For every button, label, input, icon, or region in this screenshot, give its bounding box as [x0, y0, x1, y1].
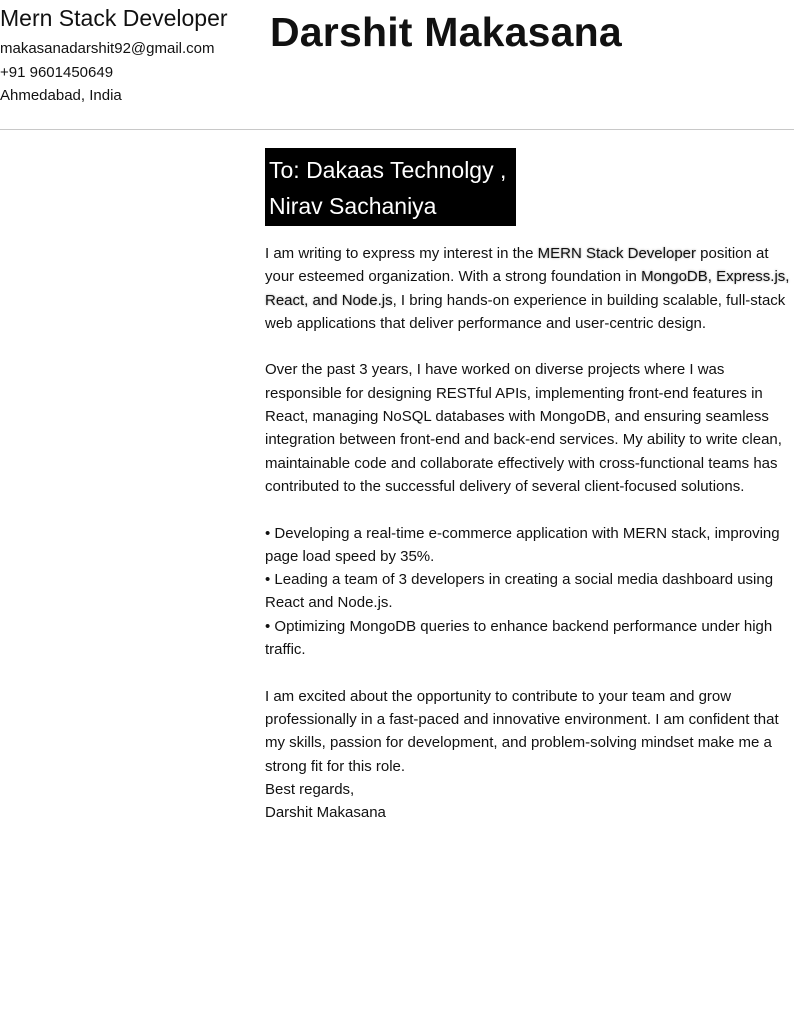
recipient-person: Nirav Sachaniya: [269, 193, 437, 219]
intro-text-middle: position at your esteemed organization. With a strong foundation in: [265, 245, 769, 286]
tech-stack-highlight: MongoDB, Express.js, React, and Node.js: [265, 268, 790, 309]
phone-text: +91 9601450649: [0, 63, 114, 81]
email-text: makasanadarshit92@gmail.com: [0, 40, 215, 57]
header-divider: [0, 129, 794, 130]
recipient-box: [265, 148, 516, 226]
list-item: • Developing a real-time e-commerce application with MERN stack, improving page load speed by 35%.: [265, 524, 780, 565]
job-title: Mern Stack Developer: [0, 5, 228, 31]
closing-salutation: Best regards,: [265, 780, 355, 798]
list-item: • Optimizing MongoDB queries to enhance backend performance under high traffic.: [265, 617, 773, 659]
applicant-name: Darshit Makasana: [270, 9, 622, 55]
role-highlight: MERN Stack Developer: [537, 245, 696, 262]
achievements-list: [265, 522, 794, 662]
contact-block: [0, 4, 250, 108]
paragraph-closing: [265, 685, 794, 825]
location-text: Ahmedabad, India: [0, 87, 122, 104]
letter-body: [265, 242, 794, 824]
signature-name: Darshit Makasana: [265, 804, 386, 822]
closing-statement: I am excited about the opportunity to contribute to your team and grow professionally in a fast-paced and innovative environment. I am confident that my skills, passion for development, and problem-solving mindset make me a strong fit for this role.: [265, 687, 779, 775]
list-item: • Leading a team of 3 developers in creating a social media dashboard using React and Node.js.: [265, 571, 774, 612]
paragraph-experience: Over the past 3 years, I have worked on diverse projects where I was responsible for designing RESTful APIs, implementing front-end features in React, managing NoSQL databases with MongoDB, and ensuring seamless integration between front-end and back-end services. My ability to write clean, maintainable code and collaborate effectively with cross-functional teams has contributed to the successful delivery of several client-focused solutions.: [265, 361, 782, 495]
letter-header: [0, 0, 794, 130]
intro-text-end: , I bring hands-on experience in building scalable, full-stack web applications that deliver performance and user-centric design.: [265, 291, 786, 332]
recipient-company: To: Dakaas Technolgy ,: [269, 157, 507, 183]
intro-text-start: I am writing to express my interest in the: [265, 245, 538, 262]
paragraph-intro: [265, 242, 794, 335]
